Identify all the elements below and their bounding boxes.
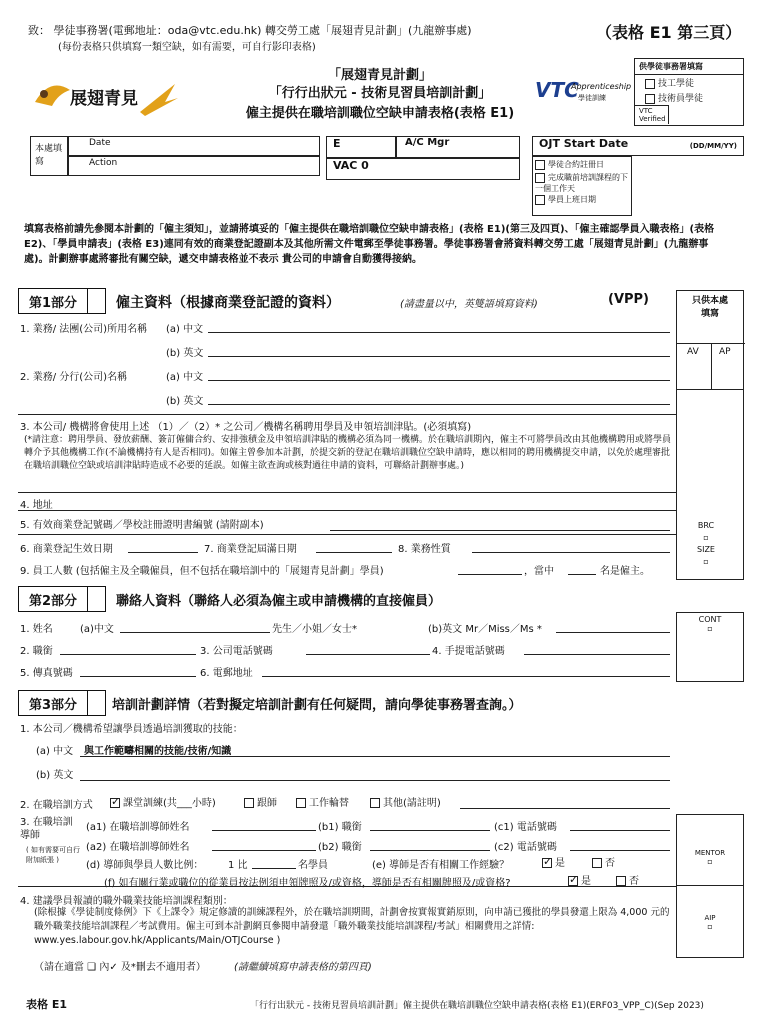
date-label: Date	[89, 138, 111, 148]
size-label: SIZE	[697, 545, 715, 554]
apprentice-checkbox[interactable]	[645, 79, 655, 89]
yes-logo	[30, 72, 180, 120]
vtc-logo: VTC	[535, 78, 579, 102]
vpp-label: (VPP)	[608, 292, 649, 307]
br-expiry-label: 7. 商業登記屆滿日期	[204, 544, 297, 555]
br-expiry-input[interactable]	[316, 552, 392, 553]
q2a-label: (a) 中文	[166, 372, 204, 383]
fax-input[interactable]	[80, 676, 196, 677]
course-type-label: 4. 建議學員報讀的職外職業技能培訓課程類別：	[20, 896, 233, 907]
other-mode-input[interactable]	[460, 808, 670, 809]
vtc-sub-1: Apprenticeship	[571, 82, 632, 91]
mobile-label: 4. 手提電話號碼	[432, 646, 505, 657]
company-phone-label: 3. 公司電話號碼	[200, 646, 273, 657]
email-label: 6. 電郵地址	[200, 668, 253, 679]
q3-label: 3. 本公司/ 機構將會使用上述 （1）／（2）* 之公司／機構名稱聘用學員及申領培訓津貼。(必須填寫)	[20, 422, 472, 433]
section-1-title: 僱主資料（根據商業登記證的資料）	[116, 295, 340, 311]
contact-title-label: 2. 職銜	[20, 646, 53, 657]
vac-label: VAC 0	[333, 159, 369, 172]
q1b-label: (b) 英文	[166, 348, 204, 359]
intro-text: 填寫表格前請先參閱本計劃的「僱主須知」，並請將填妥的「僱主提供在職培訓職位空缺申請表格」(表格 E1)(第三及四頁)、「僱主確認學員入職表格」(表格 E2)、「學員申請表」(表格 E3)連同有效的商業登記證副本及其他所需文件電郵至學徒事務署。學徒事務署會將資料轉交勞工處「展翅青見計劃」(九龍辦事處)。計劃辦事處將審批有關空缺，遞交申請表格並不表示 貴公司的申請會自動獲得接納。	[24, 224, 715, 265]
continue-note: (請繼續填寫申請表格的第四頁)	[234, 962, 372, 973]
company-phone-input[interactable]	[306, 654, 430, 655]
br-number-input[interactable]	[330, 530, 670, 531]
experience-no-checkbox[interactable]	[592, 858, 602, 868]
office-use-label: 本處填寫	[30, 136, 68, 176]
ojt-opt2-checkbox[interactable]	[535, 173, 545, 183]
br-start-label: 6. 商業登記生效日期	[20, 544, 113, 555]
office-side-box-2: CONT ▫	[676, 612, 744, 682]
section-1-hint: (請盡量以中，英雙語填寫資料)	[400, 299, 538, 310]
action-label: Action	[89, 158, 118, 168]
office-side-box-3: MENTOR ▫ AIP ▫	[676, 814, 744, 958]
section-3-number: 第3部分	[18, 690, 106, 716]
skills-en-input[interactable]	[80, 780, 670, 781]
license-yes-checkbox[interactable]	[568, 876, 578, 886]
ojt-opt1-checkbox[interactable]	[535, 160, 545, 170]
ap-label: AP	[719, 347, 731, 357]
e-label: E	[333, 137, 341, 150]
address-input[interactable]	[18, 510, 676, 511]
branch-name-zh-input[interactable]	[208, 380, 670, 381]
mobile-input[interactable]	[524, 654, 670, 655]
mentor-code-label: MENTOR	[694, 849, 726, 857]
address-label: 4. 地址	[20, 500, 53, 511]
title-3: 僱主提供在職培訓職位空缺申請表格(表格 E1)	[245, 106, 515, 121]
contact-title-input[interactable]	[60, 654, 196, 655]
section-1-number: 第1部分	[18, 288, 106, 314]
fax-label: 5. 傳真號碼	[20, 668, 73, 679]
note-line: (每份表格只供填寫一類空缺，如有需要，可自行影印表格)	[58, 42, 316, 53]
course-note: (除根據《學徒制度條例》下《上課令》規定修讀的訓練課程外，於在職培訓期間，計劃會按實報實銷原則，向申請已獲批的學員發還上限為 4,000 元的職外職業技能培訓課程／考試費用。僱主可到本計劃網頁參閱申請發還「職外職業技能培訓課程/考試」相關費用之詳情: www.yes.labour.gov.hk/Applicants/Main/OTJCourse )	[34, 907, 670, 946]
q2-label: 2. 業務/ 分行(公司)名稱	[20, 372, 128, 383]
rotation-checkbox[interactable]	[296, 798, 306, 808]
ac-mgr-label: A/C Mgr	[405, 137, 450, 148]
company-name-zh-input[interactable]	[208, 332, 670, 333]
mentor-note: ( 如有需要可自行附加紙張 )	[26, 846, 80, 864]
contact-name-en-input[interactable]	[556, 632, 670, 633]
vtc-sub-2: 學徒訓練	[578, 94, 606, 102]
section-2-title: 聯絡人資料（聯絡人必須為僱主或申請機構的直接僱員）	[116, 594, 442, 609]
q1-label: 1. 業務/ 法團(公司)所用名稱	[20, 324, 148, 335]
skills-label: 1. 本公司／機構希望讓學員透過培訓獲取的技能：	[20, 724, 243, 735]
office-type-box: 供學徒事務署填寫 技工學徒 技術員學徒 VTC Verified	[634, 58, 744, 126]
mentor1-phone-input[interactable]	[570, 830, 670, 831]
contact-name-label: 1. 姓名	[20, 624, 53, 635]
br-start-input[interactable]	[128, 552, 198, 553]
staff-count-input[interactable]	[458, 574, 522, 575]
form-page-label: （表格 E1 第三頁）	[596, 23, 742, 42]
staff-count-label: 9. 員工人數 (包括僱主及全職僱員，但不包括在職培訓中的「展翅青見計劃」學員)	[20, 566, 384, 577]
ojt-start-date-box[interactable]: OJT Start Date (DD/MM/YY)	[532, 136, 744, 156]
mentor2-phone-input[interactable]	[570, 850, 670, 851]
experience-yes-checkbox[interactable]	[542, 858, 552, 868]
technician-checkbox[interactable]	[645, 94, 655, 104]
title-2: 「行行出狀元 - 技術見習員培訓計劃」	[268, 86, 492, 101]
ratio-input[interactable]	[252, 868, 296, 869]
business-nature-label: 8. 業務性質	[398, 544, 451, 555]
logo-text: 展翅青見	[70, 89, 138, 109]
legend: （請在適當 ❑ 內✓ 及*刪去不適用者）	[34, 962, 206, 973]
license-no-checkbox[interactable]	[616, 876, 626, 886]
av-label: AV	[687, 347, 699, 357]
ratio-value: 1 比	[228, 860, 248, 871]
mentor-label: 3. 在職培訓導師	[20, 817, 73, 841]
email-input[interactable]	[262, 676, 670, 677]
company-name-en-input[interactable]	[208, 356, 670, 357]
mentoring-checkbox[interactable]	[244, 798, 254, 808]
classroom-checkbox[interactable]	[110, 798, 120, 808]
office-side-box-1: 只供本處填寫 AV AP	[676, 290, 744, 390]
training-mode-label: 2. 在職培訓方式	[20, 800, 93, 811]
brc-label: BRC	[697, 521, 715, 530]
br-number-label: 5. 有效商業登記號碼／學校註冊證明書編號 (請附副本)	[20, 520, 264, 531]
employer-count-input[interactable]	[568, 574, 596, 575]
mentor2-title-input[interactable]	[370, 850, 490, 851]
footer-form: 表格 E1	[26, 998, 67, 1011]
section-2-number: 第2部分	[18, 586, 106, 612]
branch-name-en-input[interactable]	[208, 404, 670, 405]
business-nature-input[interactable]	[472, 552, 670, 553]
ojt-opt3-checkbox[interactable]	[535, 195, 545, 205]
skills-zh-value[interactable]: 與工作範疇相關的技能/技術/知識	[84, 746, 232, 757]
mentor1-name-input[interactable]	[212, 830, 316, 831]
section-3-title: 培訓計劃詳情（若對擬定培訓計劃有任何疑問，請向學徒事務署查詢。）	[112, 698, 522, 713]
mentor2-name-input[interactable]	[212, 850, 316, 851]
to-line: 致： 學徒事務署(電郵地址：oda@vtc.edu.hk) 轉交勞工處「展翅青見計劃」(九龍辦事處)	[28, 24, 472, 37]
title-1: 「展翅青見計劃」	[327, 68, 432, 83]
q1a-label: (a) 中文	[166, 324, 204, 335]
aip-label: AIP	[704, 914, 716, 922]
cont-label: CONT	[698, 615, 722, 624]
footer-ref: 「行行出狀元 - 技術見習員培訓計劃」僱主提供在職培訓職位空缺申請表格(表格 E1)(ERF03_VPP_C)(Sep 2023)	[250, 1001, 704, 1011]
mentor1-title-input[interactable]	[370, 830, 490, 831]
other-checkbox[interactable]	[370, 798, 380, 808]
contact-name-zh-input[interactable]	[120, 632, 270, 633]
q2b-label: (b) 英文	[166, 396, 204, 407]
q3-note: (*請注意：聘用學員、發放薪酬、簽訂僱傭合約、安排強積金及申領培訓津貼的機構必須為同一機構。於在職培訓期內，僱主不可將學員改由其他機構聘用或將學員轉介予其他機構工作(不論機構持有人是否相同)。如僱主曾參加本計劃，於提交新的登記在職培訓職位空缺申請時，應以相同的聘用機構提交申請，以免於處理審批在職培訓職位空缺或培訓津貼時造成不必要的延誤。如僱主欲查詢或核對過往申請的資料，可聯絡計劃辦事處。)	[24, 435, 672, 471]
